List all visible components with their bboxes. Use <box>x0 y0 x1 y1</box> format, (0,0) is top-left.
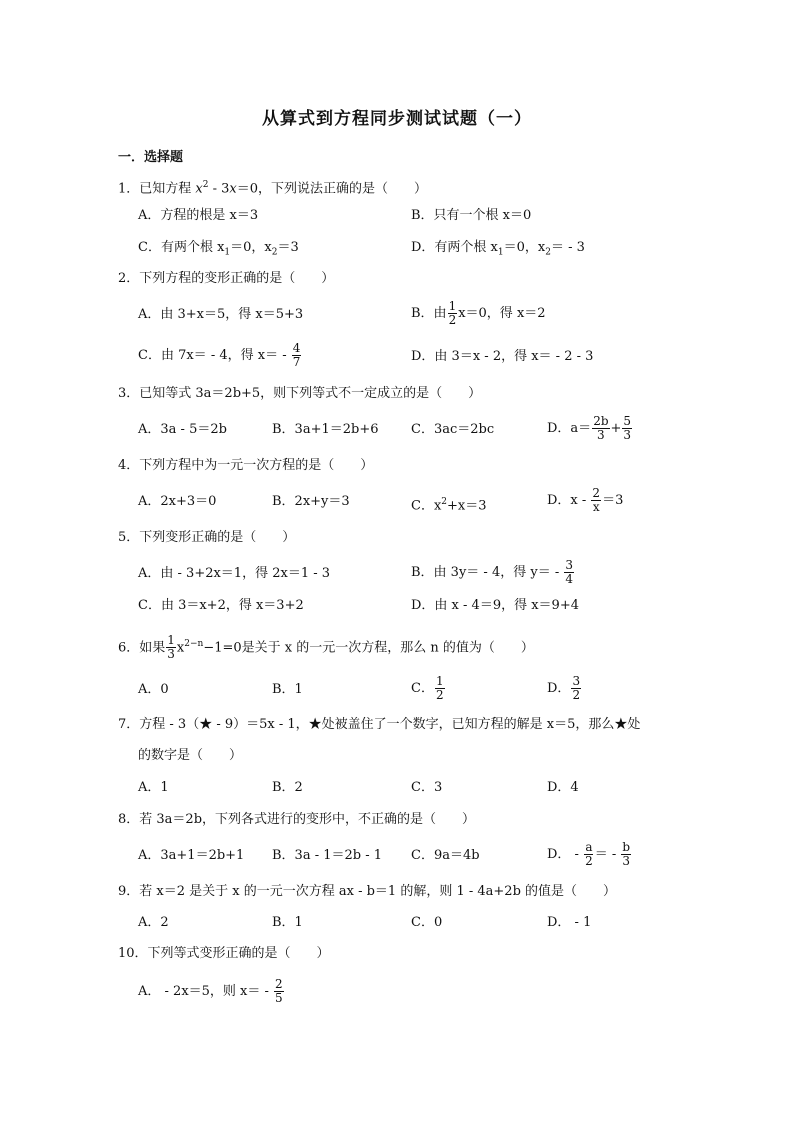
question-5-option-d: D．由 x - 4＝9，得 x＝9+4 <box>411 598 579 613</box>
question-3-option-b: B．3a+1＝2b+6 <box>272 422 379 437</box>
fraction: $\frac{1}{3}$ <box>167 633 175 662</box>
question-1-option-d: D．有两个根 $x_1=0$，$x_2= - 3$ <box>411 240 585 258</box>
fraction: $\frac{3}{4}$ <box>565 558 574 586</box>
question-7-option-b: B．2 <box>272 780 303 795</box>
question-8-option-d: D． - $\frac{a}{2}$ ＝ - $\frac{b}{3}$ <box>547 840 631 868</box>
question-6-stem: 6．如果 $\frac{1}{3}$ $x^{2-n}-1=0$是关于 x 的一元一次方程，那么 n 的值为（ ） <box>118 633 534 662</box>
section-heading: 一．选择题 <box>118 150 184 165</box>
question-3-option-a: A．3a - 5＝2b <box>138 422 227 437</box>
question-9-option-d: D． - 1 <box>547 915 592 930</box>
fraction: $\frac{4}{7}$ <box>292 341 301 369</box>
question-4-stem: 4．下列方程中为一元一次方程的是（ ） <box>118 458 374 473</box>
question-5-option-b: B．由 3y＝ - 4，得 y＝ - $\frac{3}{4}$ <box>411 558 574 586</box>
question-8-option-c: C．9a＝4b <box>411 848 480 863</box>
question-7-stem-line-2: 的数字是（ ） <box>138 748 243 763</box>
fraction: $\frac{b}{3}$ <box>622 840 631 868</box>
question-6-option-b: B．1 <box>272 682 303 697</box>
question-7-stem-line-1: 7．方程 - 3（★ - 9）＝5x - 1，★处被盖住了一个数字，已知方程的解是 x＝5，那么★处 <box>118 717 641 732</box>
question-10-option-a: A． - 2x＝5，则 x＝ - $\frac{2}{5}$ <box>138 977 283 1005</box>
question-4-option-b: B．2x+y＝3 <box>272 494 350 509</box>
fraction: $\frac{1}{2}$ <box>435 674 444 702</box>
question-6-option-d: D． $\frac{3}{2}$ <box>547 674 581 702</box>
question-1-option-b: B．只有一个根 x＝0 <box>411 208 532 223</box>
fraction: $\frac{2}{5}$ <box>275 977 283 1005</box>
question-7-option-a: A．1 <box>138 780 169 795</box>
question-8-stem: 8．若 3a＝2b，下列各式进行的变形中，不正确的是（ ） <box>118 812 476 827</box>
question-9-stem: 9．若 x＝2 是关于 x 的一元一次方程 ax - b＝1 的解，则 1 - 4a+2b 的值是（ ） <box>118 884 617 899</box>
question-3-option-d: D．a＝ $\frac{2b}{3}$ + $\frac{5}{3}$ <box>547 414 632 442</box>
question-1-option-a: A．方程的根是 x＝3 <box>138 208 259 223</box>
fraction: $\frac{2}{x}$ <box>592 486 601 514</box>
question-7-option-d: D．4 <box>547 780 579 795</box>
question-4-option-d: D．x - $\frac{2}{x}$ ＝3 <box>547 486 624 514</box>
question-7-option-c: C．3 <box>411 780 443 795</box>
question-9-option-a: A．2 <box>138 915 169 930</box>
fraction: $\frac{a}{2}$ <box>585 840 593 868</box>
question-2-option-c: C．由 7x＝ - 4，得 x＝ - $\frac{4}{7}$ <box>138 341 301 369</box>
question-2-option-b: B．由 $\frac{1}{2}$ x＝0，得 x＝2 <box>411 299 546 327</box>
fraction: $\frac{3}{2}$ <box>572 674 581 702</box>
question-2-stem: 2．下列方程的变形正确的是（ ） <box>118 271 335 286</box>
question-10-stem: 10．下列等式变形正确的是（ ） <box>118 946 330 961</box>
question-4-option-c: C．$x^2+x=3$ <box>411 497 487 514</box>
question-2-option-d: D．由 3＝x - 2，得 x＝ - 2 - 3 <box>411 349 594 364</box>
question-3-stem: 3．已知等式 3a＝2b+5，则下列等式不一定成立的是（ ） <box>118 386 482 401</box>
question-8-option-a: A．3a+1＝2b+1 <box>138 848 245 863</box>
question-2-option-a: A．由 3+x＝5，得 x＝5+3 <box>138 307 304 322</box>
question-1-stem: 1．已知方程 $x^2 - 3x=0$，下列说法正确的是（ ） <box>118 180 428 197</box>
fraction: $\frac{5}{3}$ <box>623 414 632 442</box>
question-1-option-c: C．有两个根 $x_1=0$，$x_2=3$ <box>138 240 299 258</box>
question-9-option-c: C．0 <box>411 915 443 930</box>
fraction: $\frac{2b}{3}$ <box>593 414 609 442</box>
question-4-option-a: A．2x+3＝0 <box>138 494 217 509</box>
fraction: $\frac{1}{2}$ <box>448 299 457 327</box>
question-5-option-c: C．由 3＝x+2，得 x＝3+2 <box>138 598 304 613</box>
question-5-stem: 5．下列变形正确的是（ ） <box>118 530 296 545</box>
question-6-option-c: C． $\frac{1}{2}$ <box>411 674 444 702</box>
page-title: 从算式到方程同步测试试题（一） <box>262 109 532 129</box>
question-5-option-a: A．由 - 3+2x＝1，得 2x＝1 - 3 <box>138 566 331 581</box>
question-3-option-c: C．3ac＝2bc <box>411 422 495 437</box>
question-6-option-a: A．0 <box>138 682 169 697</box>
question-9-option-b: B．1 <box>272 915 303 930</box>
question-8-option-b: B．3a - 1＝2b - 1 <box>272 848 383 863</box>
